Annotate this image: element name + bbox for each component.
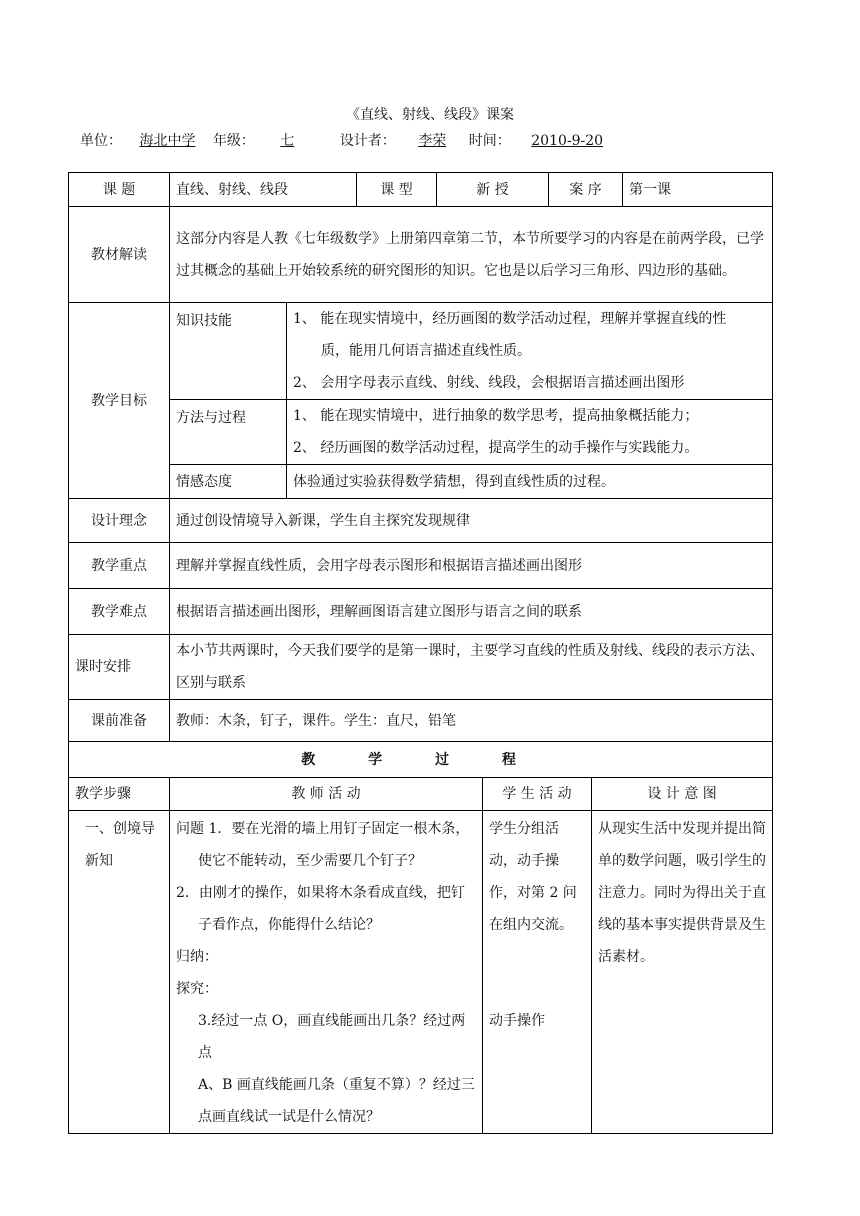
knowledge-item-2: 2、 会用字母表示直线、射线、线段，会根据语言描述画出图形 xyxy=(293,375,685,391)
process-title-row xyxy=(69,742,773,778)
seq-label: 案 序 xyxy=(549,173,623,207)
topic-row xyxy=(69,173,773,207)
teacher-line-5: 归纳： xyxy=(176,949,218,965)
schedule-row xyxy=(69,635,773,700)
time-label: 时间： xyxy=(468,133,511,149)
key-row xyxy=(69,543,773,589)
knowledge-label: 知识技能 xyxy=(170,303,287,400)
emotion-item-1: 体验通过实验获得数学猜想，得到直线性质的过程。 xyxy=(287,465,773,499)
material-text: 这部分内容是人教《七年级数学》上册第四章第二节，本节所要学习的内容是在前两学段，已学过其概念的基础上开始较系统的研究图形的知识。它也是以后学习三角形、四边形的基础。 xyxy=(170,207,773,303)
document-info-line xyxy=(80,130,619,150)
goals-label: 教学目标 xyxy=(69,303,170,499)
schedule-label: 课时安排 xyxy=(69,635,170,700)
student-activity-1: 学生分组活动，动手操作，对第 2 问在组内交流。 xyxy=(489,821,577,933)
seq-value: 第一课 xyxy=(623,173,773,207)
teacher-line-4: 子看作点，你能得什么结论？ xyxy=(198,917,380,933)
col-design-header: 设 计 意 图 xyxy=(592,778,773,811)
grade-label: 年级： xyxy=(212,133,255,149)
unit-label: 单位： xyxy=(80,133,122,149)
teacher-line-2: 使它不能转动，至少需要几个钉子？ xyxy=(198,853,422,869)
key-text: 理解并掌握直线性质，会用字母表示图形和根据语言描述画出图形 xyxy=(170,543,773,589)
prep-row xyxy=(69,700,773,742)
key-label: 教学重点 xyxy=(69,543,170,589)
process-title: 教 学 过 程 xyxy=(69,742,773,778)
teacher-line-6: 探究： xyxy=(176,981,218,997)
step1-label: 一、创境导新知 xyxy=(69,811,170,1134)
concept-row xyxy=(69,499,773,543)
method-item-2: 2、 经历画图的数学活动过程，提高学生的动手操作与实践能力。 xyxy=(293,440,699,456)
teacher-line-3: 2．由刚才的操作，如果将木条看成直线，把钉 xyxy=(176,885,465,901)
material-label: 教材解读 xyxy=(69,207,170,303)
concept-label: 设计理念 xyxy=(69,499,170,543)
grade-value: 七 xyxy=(280,133,295,149)
method-label: 方法与过程 xyxy=(170,400,287,465)
goal-emotion-row xyxy=(69,465,773,499)
topic-label: 课 题 xyxy=(69,173,170,207)
knowledge-item-1b: 质，能用几何语言描述直线性质。 xyxy=(321,343,531,359)
difficult-row xyxy=(69,589,773,635)
emotion-label: 情感态度 xyxy=(170,465,287,499)
prep-label: 课前准备 xyxy=(69,700,170,742)
time-value: 2010-9-20 xyxy=(531,133,604,149)
prep-text: 教师：木条，钉子，课件。学生：直尺，铅笔 xyxy=(170,700,773,742)
col-student-header: 学 生 活 动 xyxy=(483,778,592,811)
document-title: 《直线、射线、线段》课案 xyxy=(346,107,514,123)
designer-value: 李荣 xyxy=(418,133,447,149)
material-row xyxy=(69,207,773,303)
teacher-line-8: A、B 画直线能画几条（重复不算）？经过三 xyxy=(198,1077,475,1093)
teacher-line-7: 3.经过一点 O，画直线能画出几条？经过两点 xyxy=(198,1013,466,1061)
difficult-label: 教学难点 xyxy=(69,589,170,635)
schedule-text: 本小节共两课时，今天我们要学的是第一课时，主要学习直线的性质及射线、线段的表示方法、区别与联系 xyxy=(170,635,773,700)
col-teacher-header: 教 师 活 动 xyxy=(170,778,483,811)
goal-knowledge-row xyxy=(69,303,773,400)
difficult-text: 根据语言描述画出图形，理解画图语言建立图形与语言之间的联系 xyxy=(170,589,773,635)
lesson-plan-table xyxy=(68,172,773,1134)
type-value: 新 授 xyxy=(437,173,549,207)
goal-method-row xyxy=(69,400,773,465)
process-step-row xyxy=(69,811,773,1134)
unit-value: 海北中学 xyxy=(139,133,196,149)
teacher-line-9: 点画直线试一试是什么情况？ xyxy=(198,1109,380,1125)
topic-value: 直线、射线、线段 xyxy=(170,173,357,207)
process-header-row xyxy=(69,778,773,811)
col-step-header: 教学步骤 xyxy=(69,778,170,811)
type-label: 课 型 xyxy=(357,173,437,207)
teacher-line-1: 问题 1．要在光滑的墙上用钉子固定一根木条， xyxy=(176,821,470,837)
designer-label: 设计者： xyxy=(339,133,396,149)
student-activity-2: 动手操作 xyxy=(489,1013,545,1029)
design-intent: 从现实生活中发现并提出简单的数学问题，吸引学生的注意力。同时为得出关于直线的基本事实提供背景及生活素材。 xyxy=(592,811,773,1134)
concept-text: 通过创设情境导入新课，学生自主探究发现规律 xyxy=(170,499,773,543)
knowledge-item-1a: 1、 能在现实情境中，经历画图的数学活动过程，理解并掌握直线的性 xyxy=(293,311,727,327)
method-item-1: 1、 能在现实情境中，进行抽象的数学思考，提高抽象概括能力； xyxy=(293,408,699,424)
